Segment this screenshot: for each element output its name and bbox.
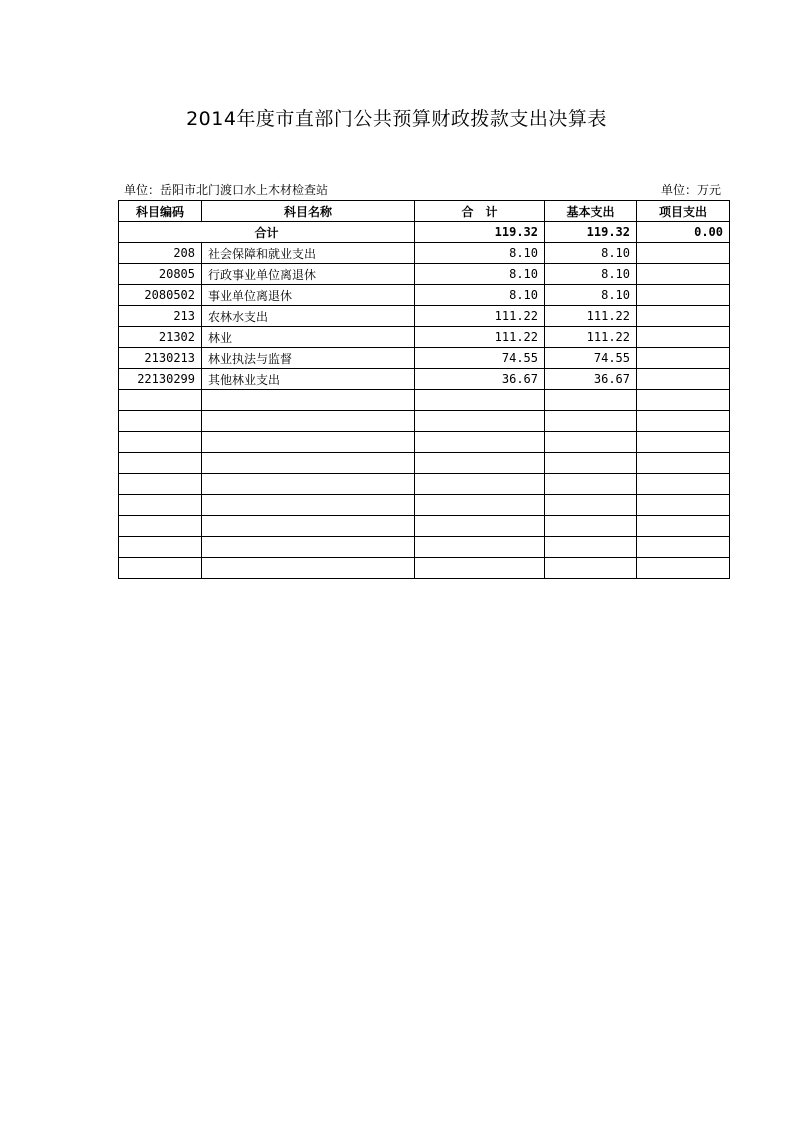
row-code: 22130299	[119, 369, 202, 390]
empty-cell	[637, 432, 730, 453]
organization-unit-label: 单位：岳阳市北门渡口水上木材检查站	[124, 183, 329, 197]
row-basic: 74.55	[545, 348, 637, 369]
row-code: 2130213	[119, 348, 202, 369]
empty-cell	[119, 453, 202, 474]
row-project	[637, 306, 730, 327]
currency-unit-label: 单位：万元	[660, 183, 721, 197]
empty-cell	[415, 558, 545, 579]
empty-cell	[119, 516, 202, 537]
row-name: 行政事业单位离退休	[202, 264, 415, 285]
empty-cell	[545, 411, 637, 432]
row-code: 2080502	[119, 285, 202, 306]
empty-cell	[202, 537, 415, 558]
row-name: 社会保障和就业支出	[202, 243, 415, 264]
empty-row	[119, 516, 730, 537]
table-row	[119, 327, 730, 348]
header-project: 项目支出	[637, 201, 730, 222]
empty-row	[119, 453, 730, 474]
row-total: 74.55	[415, 348, 545, 369]
empty-cell	[637, 411, 730, 432]
empty-cell	[637, 537, 730, 558]
header-total: 合 计	[415, 201, 545, 222]
row-basic: 8.10	[545, 264, 637, 285]
empty-cell	[415, 495, 545, 516]
total-row	[119, 222, 730, 243]
row-project	[637, 285, 730, 306]
empty-cell	[415, 516, 545, 537]
empty-cell	[415, 411, 545, 432]
empty-cell	[202, 495, 415, 516]
empty-row	[119, 495, 730, 516]
empty-cell	[637, 453, 730, 474]
empty-cell	[637, 516, 730, 537]
empty-cell	[545, 453, 637, 474]
table-row	[119, 306, 730, 327]
table-row	[119, 285, 730, 306]
row-total: 111.22	[415, 327, 545, 348]
empty-cell	[415, 432, 545, 453]
table-row	[119, 243, 730, 264]
row-project	[637, 243, 730, 264]
empty-cell	[545, 495, 637, 516]
empty-row	[119, 537, 730, 558]
expenditure-table	[118, 200, 730, 579]
total-basic: 119.32	[545, 222, 637, 243]
row-code: 208	[119, 243, 202, 264]
table-row	[119, 348, 730, 369]
empty-cell	[202, 432, 415, 453]
row-name: 林业	[202, 327, 415, 348]
empty-cell	[415, 537, 545, 558]
empty-cell	[202, 453, 415, 474]
row-total: 36.67	[415, 369, 545, 390]
row-basic: 8.10	[545, 243, 637, 264]
empty-cell	[545, 390, 637, 411]
header-basic: 基本支出	[545, 201, 637, 222]
row-total: 111.22	[415, 306, 545, 327]
row-name: 农林水支出	[202, 306, 415, 327]
page-title: 2014年度市直部门公共预算财政拨款支出决算表	[186, 108, 607, 130]
empty-cell	[637, 558, 730, 579]
total-label: 合计	[119, 222, 415, 243]
empty-cell	[202, 474, 415, 495]
row-total: 8.10	[415, 264, 545, 285]
row-code: 21302	[119, 327, 202, 348]
header-code: 科目编码	[119, 201, 202, 222]
row-name: 林业执法与监督	[202, 348, 415, 369]
empty-cell	[415, 390, 545, 411]
empty-cell	[119, 474, 202, 495]
empty-cell	[202, 516, 415, 537]
row-name: 其他林业支出	[202, 369, 415, 390]
empty-cell	[202, 411, 415, 432]
row-project	[637, 264, 730, 285]
empty-cell	[545, 558, 637, 579]
total-amount: 119.32	[415, 222, 545, 243]
empty-cell	[202, 558, 415, 579]
total-project: 0.00	[637, 222, 730, 243]
empty-cell	[545, 516, 637, 537]
row-basic: 8.10	[545, 285, 637, 306]
empty-cell	[545, 474, 637, 495]
empty-cell	[545, 432, 637, 453]
table-row	[119, 369, 730, 390]
row-code: 213	[119, 306, 202, 327]
row-basic: 36.67	[545, 369, 637, 390]
empty-cell	[415, 453, 545, 474]
row-project	[637, 327, 730, 348]
empty-cell	[119, 432, 202, 453]
row-name: 事业单位离退休	[202, 285, 415, 306]
row-basic: 111.22	[545, 327, 637, 348]
empty-row	[119, 474, 730, 495]
empty-cell	[202, 390, 415, 411]
empty-cell	[119, 495, 202, 516]
table-row	[119, 264, 730, 285]
empty-cell	[119, 411, 202, 432]
empty-row	[119, 411, 730, 432]
row-code: 20805	[119, 264, 202, 285]
empty-cell	[119, 558, 202, 579]
empty-cell	[119, 537, 202, 558]
row-project	[637, 348, 730, 369]
empty-cell	[415, 474, 545, 495]
row-basic: 111.22	[545, 306, 637, 327]
empty-cell	[545, 537, 637, 558]
row-total: 8.10	[415, 243, 545, 264]
header-name: 科目名称	[202, 201, 415, 222]
empty-row	[119, 390, 730, 411]
empty-cell	[119, 390, 202, 411]
empty-cell	[637, 495, 730, 516]
empty-cell	[637, 390, 730, 411]
table-header-row	[119, 201, 730, 222]
empty-row	[119, 558, 730, 579]
empty-row	[119, 432, 730, 453]
row-project	[637, 369, 730, 390]
empty-cell	[637, 474, 730, 495]
row-total: 8.10	[415, 285, 545, 306]
